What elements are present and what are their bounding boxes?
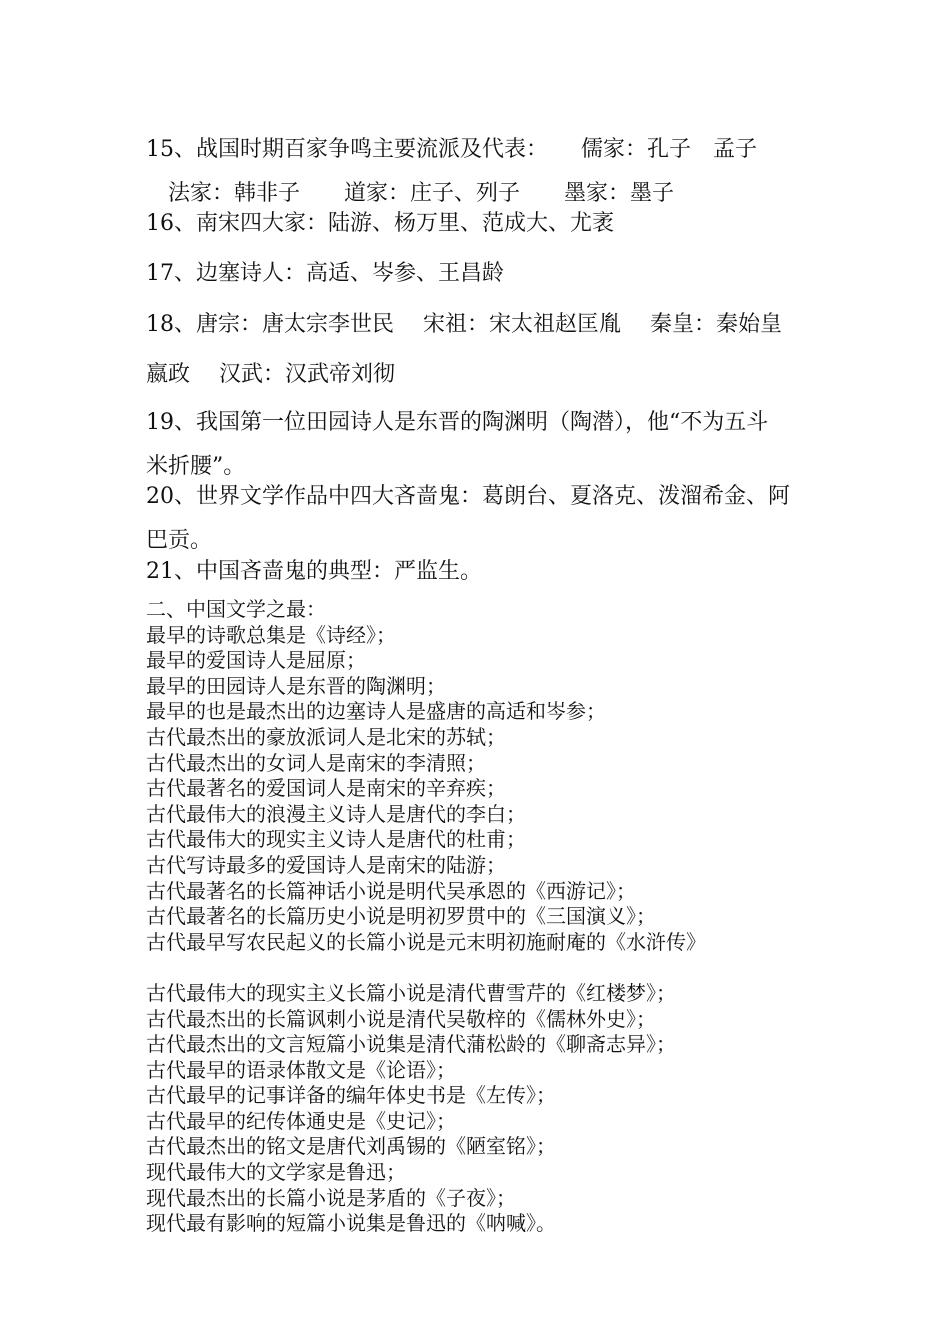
list-item: 古代写诗最多的爱国诗人是南宋的陆游； [146, 852, 506, 877]
item-21: 21、中国吝啬鬼的典型：严监生。 [146, 559, 482, 584]
list-item: 古代最早的语录体散文是《论语》； [146, 1057, 456, 1082]
list-item: 古代最伟大的现实主义长篇小说是清代曹雪芹的《红楼梦》； [146, 980, 676, 1005]
list-item: 古代最杰出的铭文是唐代刘禹锡的《陋室铭》； [146, 1134, 556, 1159]
list-item: 古代最早写农民起义的长篇小说是元末明初施耐庵的《水浒传》 [146, 929, 706, 954]
item-19-line-1: 19、我国第一位田园诗人是东晋的陶渊明（陶潜），他“不为五斗 [146, 410, 769, 435]
item-18-line-2: 嬴政 汉武：汉武帝刘彻 [146, 362, 395, 387]
item-20-line-2: 巴贡。 [146, 528, 213, 553]
item-15-line-1: 15、战国时期百家争鸣主要流派及代表： 儒家：孔子 孟子 [146, 137, 757, 162]
list-item: 最早的也是最杰出的边塞诗人是盛唐的高适和岑参； [146, 699, 606, 724]
literature-firsts-section [146, 597, 846, 1237]
list-item: 现代最有影响的短篇小说集是鲁迅的《呐喊》。 [146, 1211, 556, 1236]
list-item: 最早的爱国诗人是屈原； [146, 648, 366, 673]
list-item: 古代最杰出的长篇讽刺小说是清代吴敬梓的《儒林外史》； [146, 1006, 656, 1031]
list-item: 古代最著名的长篇历史小说是明初罗贯中的《三国演义》； [146, 904, 656, 929]
list-item: 古代最早的记事详备的编年体史书是《左传》； [146, 1083, 556, 1108]
list-item: 古代最伟大的浪漫主义诗人是唐代的李白； [146, 801, 526, 826]
item-18-line-1: 18、唐宗：唐太宗李世民 宋祖：宋太祖赵匡胤 秦皇：秦始皇 [146, 312, 782, 337]
list-item: 现代最伟大的文学家是鲁迅； [146, 1160, 406, 1185]
blank-line [146, 955, 846, 981]
item-20-line-1: 20、世界文学作品中四大吝啬鬼：葛朗台、夏洛克、泼溜希金、阿 [146, 484, 790, 509]
list-item: 最早的诗歌总集是《诗经》； [146, 622, 396, 647]
list-item: 古代最早的纪传体通史是《史记》； [146, 1108, 456, 1133]
list-item: 古代最杰出的女词人是南宋的李清照； [146, 750, 486, 775]
list-group-a [146, 623, 846, 956]
item-16: 16、南宋四大家：陆游、杨万里、范成大、尤袤 [146, 211, 614, 236]
item-18 [146, 300, 816, 400]
list-item: 古代最著名的长篇神话小说是明代吴承恩的《西游记》； [146, 878, 636, 903]
item-15-line-2: 法家：韩非子 道家：庄子、列子 墨家：墨子 [168, 181, 675, 206]
list-group-b [146, 981, 846, 1237]
section-heading: 二、中国文学之最： [146, 597, 326, 621]
list-item: 最早的田园诗人是东晋的陶渊明； [146, 673, 446, 698]
list-item: 古代最伟大的现实主义诗人是唐代的杜甫； [146, 827, 526, 852]
list-item: 现代最杰出的长篇小说是茅盾的《子夜》； [146, 1185, 516, 1210]
item-17: 17、边塞诗人：高适、岑参、王昌龄 [146, 261, 504, 286]
list-item: 古代最杰出的豪放派词人是北宋的苏轼； [146, 724, 506, 749]
list-item: 古代最杰出的文言短篇小说集是清代蒲松龄的《聊斋志异》； [146, 1032, 676, 1057]
list-item: 古代最著名的爱国词人是南宋的辛弃疾； [146, 776, 506, 801]
item-19-line-2: 米折腰”。 [146, 454, 246, 479]
